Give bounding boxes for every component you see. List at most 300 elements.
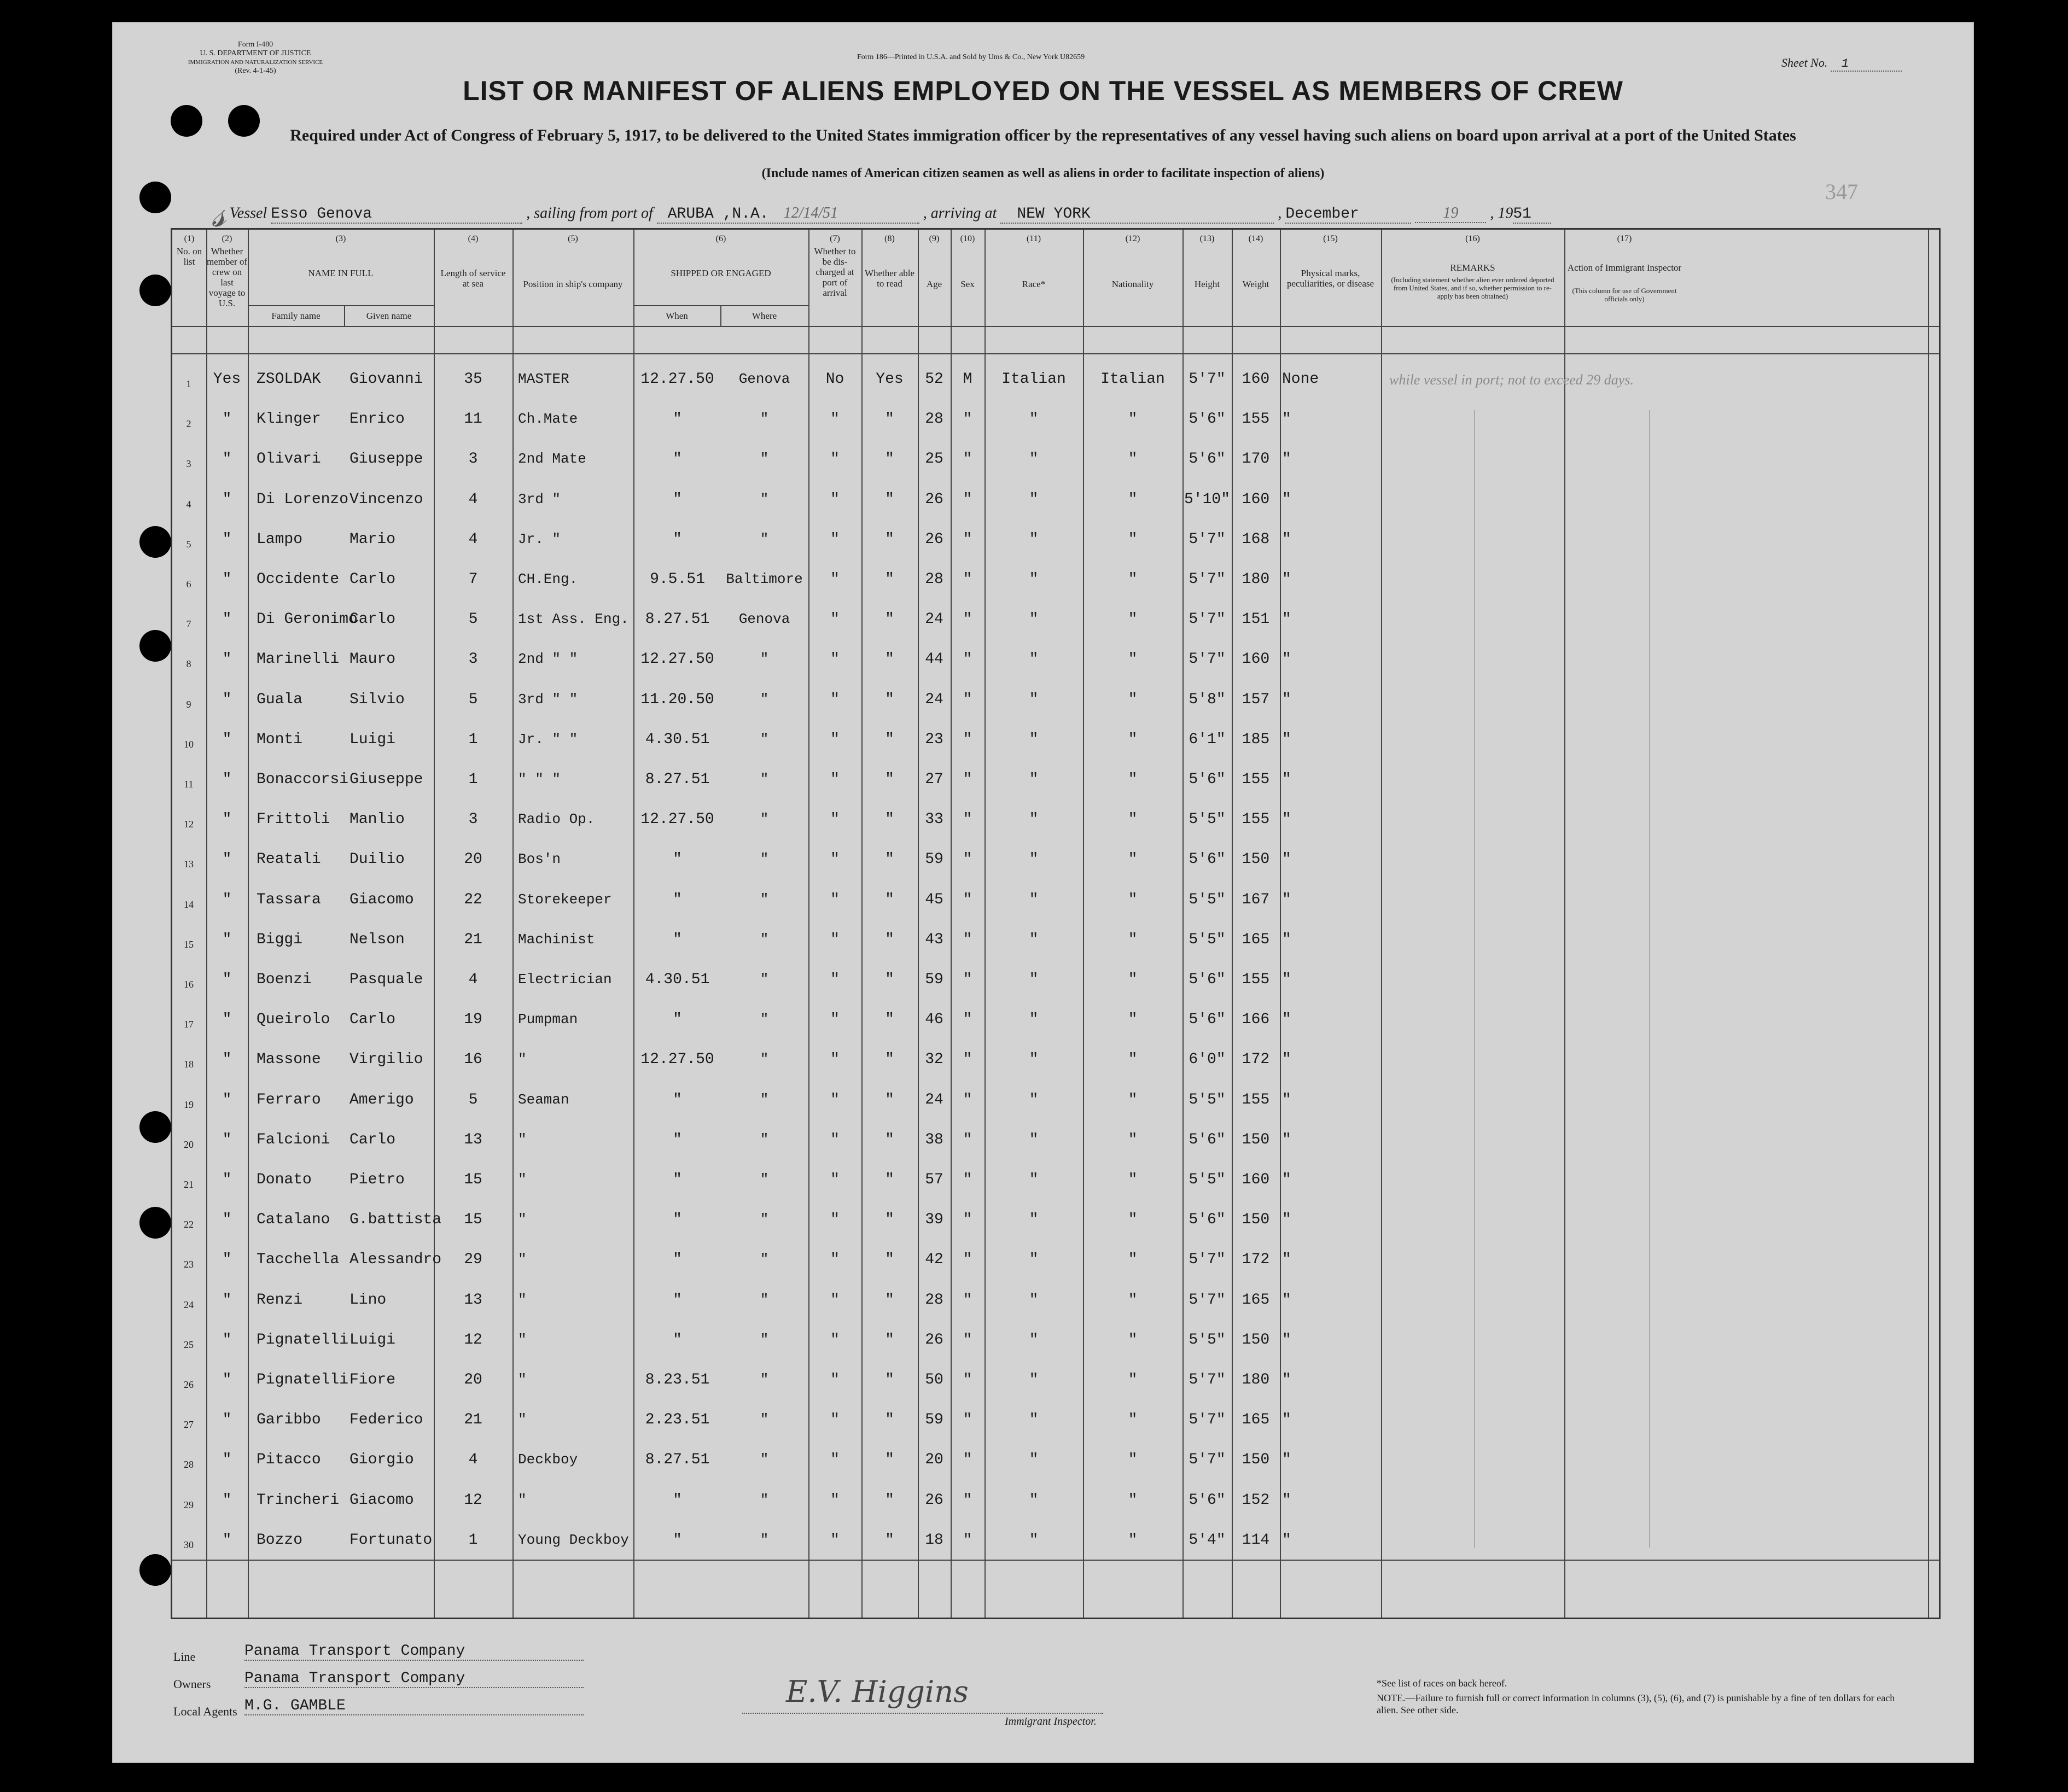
cell-race: " <box>1029 1131 1039 1148</box>
cell-service: 15 <box>464 1171 482 1188</box>
cell-prev: " <box>222 971 232 988</box>
cell-service: 21 <box>464 1411 482 1429</box>
cell-position: 1st Ass. Eng. <box>518 611 629 628</box>
cell-prev: " <box>222 1171 232 1188</box>
punch-hole <box>139 1554 171 1586</box>
cell-read: " <box>885 1131 894 1148</box>
cell-nat: " <box>1128 1211 1138 1229</box>
cell-when: 8.27.51 <box>645 1451 710 1469</box>
cell-read: " <box>885 411 894 428</box>
cell-given: Giacomo <box>349 1491 414 1509</box>
races-note: *See list of races on back hereof. <box>1377 1678 1507 1689</box>
cell-height: 6'0" <box>1189 1051 1226 1069</box>
cell-where: " <box>760 971 769 988</box>
col10-number: (10) <box>960 234 975 243</box>
row-number: 1 <box>186 378 191 389</box>
cell-when: " <box>673 1171 682 1188</box>
cell-weight: 167 <box>1242 891 1270 908</box>
cell-service: 1 <box>468 1531 478 1549</box>
col15-number: (15) <box>1323 234 1338 243</box>
from-port-field <box>657 205 919 224</box>
cell-prev: " <box>222 1371 232 1388</box>
cell-sex: " <box>963 1211 972 1229</box>
cell-where: " <box>760 1531 769 1548</box>
cell-read: " <box>885 891 894 908</box>
punch-hole <box>139 182 171 213</box>
cell-position: " <box>518 1211 527 1228</box>
cell-race: " <box>1029 491 1039 508</box>
cell-read: " <box>885 571 894 588</box>
cell-weight: 155 <box>1242 411 1270 428</box>
col4-label: Length of service at sea <box>440 268 506 289</box>
cell-service: 11 <box>464 411 482 428</box>
cell-marks: " <box>1282 1131 1291 1148</box>
cell-position: Electrician <box>518 971 612 988</box>
cell-race: Italian <box>1001 371 1066 388</box>
cell-given: Nelson <box>349 931 405 948</box>
cell-given: Alessandro <box>349 1251 442 1269</box>
cell-height: 5'6" <box>1189 1011 1226 1029</box>
cell-height: 5'6" <box>1189 851 1226 868</box>
cell-disch: " <box>830 491 840 508</box>
cell-weight: 180 <box>1242 1371 1270 1388</box>
cell-marks: " <box>1282 491 1291 508</box>
cell-family: Di Lorenzo <box>257 491 349 508</box>
cell-height: 5'6" <box>1189 1491 1226 1509</box>
cell-prev: " <box>222 411 232 428</box>
cell-prev: " <box>222 851 232 868</box>
cell-age: 43 <box>925 931 943 948</box>
cell-prev: " <box>222 1011 232 1029</box>
cell-family: Tacchella <box>257 1251 340 1269</box>
cell-given: Luigi <box>349 1331 396 1349</box>
col14-number: (14) <box>1248 234 1263 243</box>
cell-race: " <box>1029 771 1039 788</box>
cell-position: Storekeeper <box>518 891 612 908</box>
row-number: 28 <box>184 1459 194 1470</box>
table-row <box>172 882 1939 922</box>
cell-race: " <box>1029 1291 1039 1309</box>
row-number: 3 <box>186 458 191 470</box>
cell-nat: " <box>1128 1451 1138 1469</box>
cell-marks: " <box>1282 771 1291 788</box>
cell-age: 24 <box>925 1091 943 1108</box>
cell-sex: " <box>963 1531 972 1549</box>
cell-where: " <box>760 1011 769 1028</box>
cell-sex: " <box>963 1171 972 1188</box>
table-row <box>172 1322 1939 1362</box>
cell-position: MASTER <box>518 371 569 387</box>
cell-given: Lino <box>349 1291 387 1309</box>
cell-disch: " <box>830 971 840 988</box>
cell-prev: " <box>222 811 232 828</box>
table-row <box>172 721 1939 762</box>
cell-race: " <box>1029 530 1039 548</box>
cell-given: Pasquale <box>349 971 423 988</box>
cell-height: 5'7" <box>1189 611 1226 628</box>
cell-sex: " <box>963 451 972 468</box>
cell-read: " <box>885 451 894 468</box>
cell-weight: 150 <box>1242 1331 1270 1349</box>
cell-where: " <box>760 691 769 708</box>
cell-sex: " <box>963 1451 972 1469</box>
cell-position: " " " <box>518 771 561 787</box>
cell-marks: " <box>1282 1371 1291 1388</box>
cell-height: 5'7" <box>1189 1371 1226 1388</box>
cell-service: 4 <box>468 1451 478 1469</box>
cell-race: " <box>1029 451 1039 468</box>
cell-nat: " <box>1128 411 1138 428</box>
cell-position: 3rd " " <box>518 691 578 708</box>
cell-sex: " <box>963 491 972 508</box>
cell-age: 42 <box>925 1251 943 1269</box>
cell-position: Bos'n <box>518 851 561 868</box>
row-number: 27 <box>184 1419 194 1431</box>
cell-prev: " <box>222 1451 232 1469</box>
punch-hole <box>139 1207 171 1239</box>
cell-when: " <box>673 1491 682 1509</box>
cell-nat: " <box>1128 1291 1138 1309</box>
cell-family: Guala <box>257 691 303 708</box>
cell-height: 5'5" <box>1189 891 1226 908</box>
cell-position: " <box>518 1051 527 1068</box>
cell-age: 38 <box>925 1131 943 1148</box>
arrival-year: 51 <box>1513 206 1551 224</box>
col3-label: NAME IN FULL <box>308 268 374 278</box>
cell-height: 5'7" <box>1189 1291 1226 1309</box>
row-number: 6 <box>186 579 191 589</box>
row-number: 12 <box>184 819 194 830</box>
cell-given: G.battista <box>349 1211 442 1229</box>
owners-value: Panama Transport Company <box>244 1670 584 1688</box>
cell-marks: " <box>1282 1451 1291 1469</box>
cell-nat: " <box>1128 1011 1138 1029</box>
table-row <box>172 1282 1939 1322</box>
cell-race: " <box>1029 1531 1039 1549</box>
cell-nat: " <box>1128 651 1138 668</box>
manifest-sheet <box>112 22 1974 1763</box>
cell-nat: " <box>1128 1131 1138 1148</box>
cell-service: 5 <box>468 611 478 628</box>
row-number: 25 <box>184 1339 194 1350</box>
form-number: Form I-480 <box>237 40 273 49</box>
cell-weight: 170 <box>1242 451 1270 468</box>
cell-nat: Italian <box>1100 371 1165 388</box>
table-row <box>172 401 1939 441</box>
cell-age: 28 <box>925 411 943 428</box>
cell-nat: " <box>1128 571 1138 588</box>
cell-prev: " <box>222 891 232 908</box>
cell-given: Silvio <box>349 691 405 708</box>
cell-sex: " <box>963 891 972 908</box>
cell-service: 3 <box>468 451 478 468</box>
cell-position: Seaman <box>518 1091 569 1108</box>
arriving-port: NEW YORK <box>1000 206 1274 224</box>
table-row <box>172 1522 1939 1562</box>
table-row <box>172 441 1939 481</box>
cell-race: " <box>1029 811 1039 828</box>
cell-weight: 165 <box>1242 1291 1270 1309</box>
col15-label: Physical marks, peculiarities, or disease <box>1286 268 1374 289</box>
cell-disch: " <box>830 731 840 748</box>
col17-label: Action of Immigrant Inspector <box>1567 262 1682 273</box>
cell-prev: " <box>222 1251 232 1269</box>
cell-weight: 160 <box>1242 651 1270 668</box>
cell-given: Carlo <box>349 1131 396 1148</box>
cell-read: " <box>885 1211 894 1229</box>
cell-race: " <box>1029 1451 1039 1469</box>
remarks-handwritten: while vessel in port; not to exceed 29 days. <box>1389 372 1634 388</box>
cell-where: " <box>760 1451 769 1468</box>
cell-position: " <box>518 1491 527 1508</box>
cell-when: 12.27.50 <box>640 1051 714 1069</box>
cell-prev: " <box>222 491 232 508</box>
cell-race: " <box>1029 1371 1039 1388</box>
cell-race: " <box>1029 931 1039 948</box>
cell-given: Federico <box>349 1411 423 1429</box>
table-row <box>172 1201 1939 1242</box>
cell-when: 4.30.51 <box>645 731 710 748</box>
cell-sex: " <box>963 1491 972 1509</box>
cell-family: Renzi <box>257 1291 303 1309</box>
cell-family: Pignatelli <box>257 1331 349 1349</box>
cell-read: " <box>885 691 894 708</box>
cell-prev: Yes <box>213 371 241 388</box>
voyage-line: 𝓈 Vessel Esso Genova , sailing from port of ARUBA ,N.A. 12/14/51 , arriving at NEW YORK , December 19 , 1951 <box>212 192 1896 236</box>
agents-label: Local Agents <box>173 1705 237 1718</box>
col11-number: (11) <box>1026 234 1041 243</box>
cell-age: 52 <box>925 371 943 388</box>
cell-height: 5'6" <box>1189 1131 1226 1148</box>
cell-height: 5'7" <box>1189 651 1226 668</box>
punch-hole <box>171 105 202 137</box>
cell-family: Pignatelli <box>257 1371 349 1388</box>
col16-label: REMARKS <box>1450 262 1495 273</box>
cell-age: 57 <box>925 1171 943 1188</box>
cell-nat: " <box>1128 491 1138 508</box>
cell-race: " <box>1029 1331 1039 1349</box>
cell-age: 23 <box>925 731 943 748</box>
cell-disch: " <box>830 611 840 628</box>
cell-height: 5'5" <box>1189 1171 1226 1188</box>
cell-marks: " <box>1282 1291 1291 1309</box>
cell-race: " <box>1029 1411 1039 1429</box>
inspector-label: Immigrant Inspector. <box>1005 1715 1097 1727</box>
cell-service: 21 <box>464 931 482 948</box>
table-row <box>172 641 1939 681</box>
cell-age: 28 <box>925 571 943 588</box>
cell-age: 26 <box>925 1331 943 1349</box>
cell-marks: " <box>1282 1051 1291 1069</box>
cell-service: 19 <box>464 1011 482 1029</box>
cell-nat: " <box>1128 851 1138 868</box>
revision: (Rev. 4-1-45) <box>235 67 276 75</box>
cell-family: Ferraro <box>257 1091 321 1108</box>
table-row <box>172 681 1939 722</box>
table-row <box>172 921 1939 962</box>
col16-sublabel: (Including statement whether alien ever ordered deported from United States, and if so, whether permission to re-apply has been obtained) <box>1391 276 1554 300</box>
cell-when: " <box>673 1291 682 1309</box>
cell-given: Giorgio <box>349 1451 414 1469</box>
col5-label: Position in ship's company <box>523 279 623 289</box>
cell-family: Marinelli <box>257 651 340 668</box>
cell-disch: " <box>830 1371 840 1388</box>
cell-sex: " <box>963 611 972 628</box>
cell-where: " <box>760 1171 769 1188</box>
cell-nat: " <box>1128 811 1138 828</box>
cell-when: " <box>673 411 682 428</box>
cell-disch: " <box>830 1171 840 1188</box>
col6-number: (6) <box>715 234 726 243</box>
arrival-month: December <box>1285 206 1411 224</box>
cell-sex: " <box>963 530 972 548</box>
cell-sex: " <box>963 691 972 708</box>
cell-family: Reatali <box>257 851 321 868</box>
cell-weight: 165 <box>1242 1411 1270 1429</box>
table-row <box>172 1482 1939 1522</box>
cell-nat: " <box>1128 891 1138 908</box>
cell-disch: " <box>830 851 840 868</box>
cell-nat: " <box>1128 771 1138 788</box>
cell-prev: " <box>222 931 232 948</box>
cell-disch: " <box>830 1531 840 1549</box>
cell-where: " <box>760 530 769 547</box>
cell-race: " <box>1029 1091 1039 1108</box>
cell-marks: " <box>1282 1491 1291 1509</box>
cell-race: " <box>1029 851 1039 868</box>
col2-label: Whether member of crew on last voyage to U.S. <box>206 246 248 308</box>
cell-height: 5'5" <box>1189 1091 1226 1108</box>
cell-nat: " <box>1128 731 1138 748</box>
year-prefix: , 19 <box>1490 205 1513 222</box>
cell-where: " <box>760 811 769 828</box>
row-number: 24 <box>184 1299 194 1310</box>
cell-nat: " <box>1128 611 1138 628</box>
cell-read: " <box>885 1491 894 1509</box>
cell-family: Boenzi <box>257 971 312 988</box>
service: IMMIGRATION AND NATURALIZATION SERVICE <box>188 59 323 66</box>
cell-family: Monti <box>257 731 303 748</box>
col16-number: (16) <box>1465 234 1480 243</box>
cell-sex: " <box>963 411 972 428</box>
col1-label: No. on list <box>176 246 202 267</box>
cell-weight: 151 <box>1242 611 1270 628</box>
cell-given: Fortunato <box>349 1531 433 1549</box>
cell-prev: " <box>222 1331 232 1349</box>
cell-family: Trincheri <box>257 1491 340 1509</box>
cell-when: " <box>673 1091 682 1108</box>
stamp-number: 347 <box>1825 179 1858 204</box>
cell-where: " <box>760 411 769 428</box>
cell-family: Falcioni <box>257 1131 330 1148</box>
cell-weight: 114 <box>1242 1531 1270 1549</box>
cell-where: Genova <box>738 371 790 387</box>
cell-family: Klinger <box>257 411 321 428</box>
cell-read: " <box>885 1371 894 1388</box>
cell-prev: " <box>222 1411 232 1429</box>
cell-given: Carlo <box>349 571 396 588</box>
cell-position: " <box>518 1291 527 1308</box>
cell-age: 27 <box>925 771 943 788</box>
cell-given: Carlo <box>349 1011 396 1029</box>
cell-disch: " <box>830 1251 840 1269</box>
cell-when: " <box>673 931 682 948</box>
cell-read: " <box>885 731 894 748</box>
cell-position: " <box>518 1331 527 1348</box>
col1-number: (1) <box>184 234 195 243</box>
cell-read: " <box>885 1011 894 1029</box>
cell-where: " <box>760 931 769 948</box>
cell-sex: " <box>963 1251 972 1269</box>
cell-nat: " <box>1128 691 1138 708</box>
cell-nat: " <box>1128 451 1138 468</box>
cell-position: Ch.Mate <box>518 411 578 428</box>
cell-nat: " <box>1128 1171 1138 1188</box>
cell-disch: " <box>830 651 840 668</box>
cell-read: " <box>885 931 894 948</box>
cell-age: 26 <box>925 1491 943 1509</box>
cell-height: 5'7" <box>1189 1411 1226 1429</box>
cell-sex: " <box>963 1411 972 1429</box>
cell-when: 4.30.51 <box>645 971 710 988</box>
table-row <box>172 1001 1939 1042</box>
cell-service: 35 <box>464 371 482 388</box>
cell-disch: " <box>830 1331 840 1349</box>
cell-where: " <box>760 1291 769 1308</box>
punch-hole <box>139 275 171 306</box>
cell-service: 5 <box>468 691 478 708</box>
cell-when: " <box>673 1251 682 1269</box>
cell-marks: None <box>1282 371 1319 388</box>
cell-nat: " <box>1128 1371 1138 1388</box>
cell-when: 8.27.51 <box>645 611 710 628</box>
cell-when: " <box>673 530 682 548</box>
cell-nat: " <box>1128 1411 1138 1429</box>
line-label: Line <box>173 1650 196 1663</box>
cell-weight: 160 <box>1242 491 1270 508</box>
cell-where: " <box>760 1251 769 1268</box>
cell-given: Duilio <box>349 851 405 868</box>
col6-label: SHIPPED OR ENGAGED <box>671 268 771 278</box>
cell-marks: " <box>1282 571 1291 588</box>
cell-prev: " <box>222 530 232 548</box>
cell-marks: " <box>1282 1411 1291 1429</box>
cell-weight: 155 <box>1242 771 1270 788</box>
cell-family: Biggi <box>257 931 303 948</box>
cell-age: 28 <box>925 1291 943 1309</box>
table-row <box>172 1402 1939 1442</box>
cell-age: 44 <box>925 651 943 668</box>
cell-sex: " <box>963 1131 972 1148</box>
cell-family: Bonaccorsi <box>257 771 349 788</box>
cell-age: 24 <box>925 611 943 628</box>
cell-read: " <box>885 1331 894 1349</box>
cell-family: Catalano <box>257 1211 330 1229</box>
cell-sex: " <box>963 1371 972 1388</box>
cell-position: Radio Op. <box>518 811 595 828</box>
col6-where-label: Where <box>752 311 777 321</box>
cell-height: 5'7" <box>1189 571 1226 588</box>
cell-disch: " <box>830 1411 840 1429</box>
cell-age: 50 <box>925 1371 943 1388</box>
cell-race: " <box>1029 611 1039 628</box>
cell-height: 5'5" <box>1189 931 1226 948</box>
cell-where: " <box>760 1211 769 1228</box>
row-number: 18 <box>184 1059 194 1070</box>
row-number: 4 <box>186 498 191 510</box>
cell-where: Genova <box>738 611 790 628</box>
crew-table <box>171 228 1941 1619</box>
